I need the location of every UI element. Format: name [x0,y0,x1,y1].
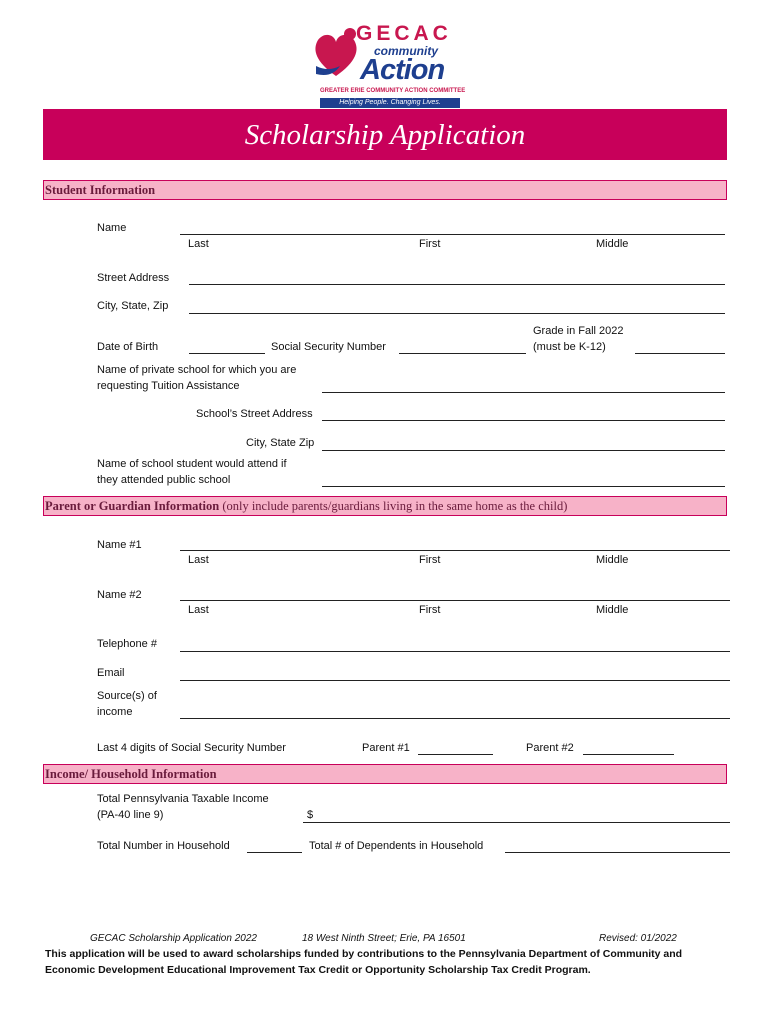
grade-label-line1: Grade in Fall 2022 [533,325,624,337]
email-field[interactable] [180,680,730,681]
date-of-birth-field[interactable] [189,353,265,354]
footer-address: 18 West Ninth Street; Erie, PA 16501 [302,933,466,944]
taxable-income-field[interactable] [303,822,730,823]
logo-community-text: community [374,44,439,58]
gecac-logo [310,22,466,112]
section-note: (only include parents/guardians living in the same home as the child) [222,499,568,513]
public-school-label-line1: Name of school student would attend if [97,458,287,470]
ssn-last4-label: Last 4 digits of Social Security Number [97,742,286,754]
section-header-parent [43,496,727,516]
private-school-label-line2: requesting Tuition Assistance [97,380,240,392]
ssn-label: Social Security Number [271,341,386,353]
telephone-field[interactable] [180,651,730,652]
last-sublabel: Last [188,238,209,250]
income-source-field[interactable] [180,718,730,719]
taxable-income-label-line2: (PA-40 line 9) [97,809,164,821]
logo-tagline: Helping People. Changing Lives. [320,98,460,108]
dependents-count-field[interactable] [505,852,730,853]
grade-field[interactable] [635,353,725,354]
street-address-label: Street Address [97,272,170,284]
income-source-label-line2: income [97,706,133,718]
date-of-birth-label: Date of Birth [97,341,159,353]
first-sublabel: First [419,604,441,616]
logo-action-text: Action [360,54,445,86]
footer-funding-note: This application will be used to award scholarships funded by contributions to the Pennsylvania Department of Community and Economic Development Educational Improvement Tax Credit or Opportunity Scholarship Tax Credit Program. [45,948,683,976]
parent1-name-field[interactable] [180,550,730,551]
public-school-label-line2: they attended public school [97,474,231,486]
section-header-income [43,764,727,784]
logo-gecac-text: GECAC [356,22,452,45]
logo-committee-text: GREATER ERIE COMMUNITY ACTION COMMITTEE [320,88,466,94]
income-source-label-line1: Source(s) of [97,690,157,702]
school-street-label: School’s Street Address [196,408,313,420]
section-title: Student Information [45,183,156,197]
private-school-label-line1: Name of private school for which you are [97,364,297,376]
dollar-sign: $ [307,809,314,821]
parent2-name-label: Name #2 [97,589,142,601]
name-label: Name [97,222,127,234]
middle-sublabel: Middle [596,604,629,616]
ssn-field[interactable] [399,353,526,354]
household-count-label: Total Number in Household [97,840,230,852]
parent1-ssn-field[interactable] [418,754,493,755]
page-title: Scholarship Application [244,119,526,151]
footer-revised: Revised: 01/2022 [599,933,677,944]
email-label: Email [97,667,125,679]
first-sublabel: First [419,554,441,566]
school-city-field[interactable] [322,450,725,451]
parent1-name-label: Name #1 [97,539,142,551]
parent1-ssn-label: Parent #1 [362,742,410,754]
section-title-text: Parent or Guardian Information [45,499,220,513]
street-address-field[interactable] [189,284,725,285]
parent2-name-field[interactable] [180,600,730,601]
grade-label-line2: (must be K-12) [533,341,606,353]
city-state-zip-field[interactable] [189,313,725,314]
parent2-ssn-label: Parent #2 [526,742,574,754]
middle-sublabel: Middle [596,238,629,250]
private-school-field[interactable] [322,392,725,393]
title-banner [43,109,727,160]
telephone-label: Telephone # [97,638,157,650]
section-header-student [43,180,727,200]
section-title [45,499,567,514]
student-name-field[interactable] [180,234,725,235]
first-sublabel: First [419,238,441,250]
parent2-ssn-field[interactable] [583,754,674,755]
last-sublabel: Last [188,554,209,566]
dependents-count-label: Total # of Dependents in Household [309,840,484,852]
city-state-zip-label: City, State, Zip [97,300,169,312]
footer-form-name: GECAC Scholarship Application 2022 [90,933,257,944]
school-street-field[interactable] [322,420,725,421]
taxable-income-label-line1: Total Pennsylvania Taxable Income [97,793,269,805]
heart-hands-icon [310,26,362,82]
middle-sublabel: Middle [596,554,629,566]
section-title: Income/ Household Information [45,767,217,781]
last-sublabel: Last [188,604,209,616]
school-city-label: City, State Zip [246,437,315,449]
public-school-field[interactable] [322,486,725,487]
household-count-field[interactable] [247,852,302,853]
